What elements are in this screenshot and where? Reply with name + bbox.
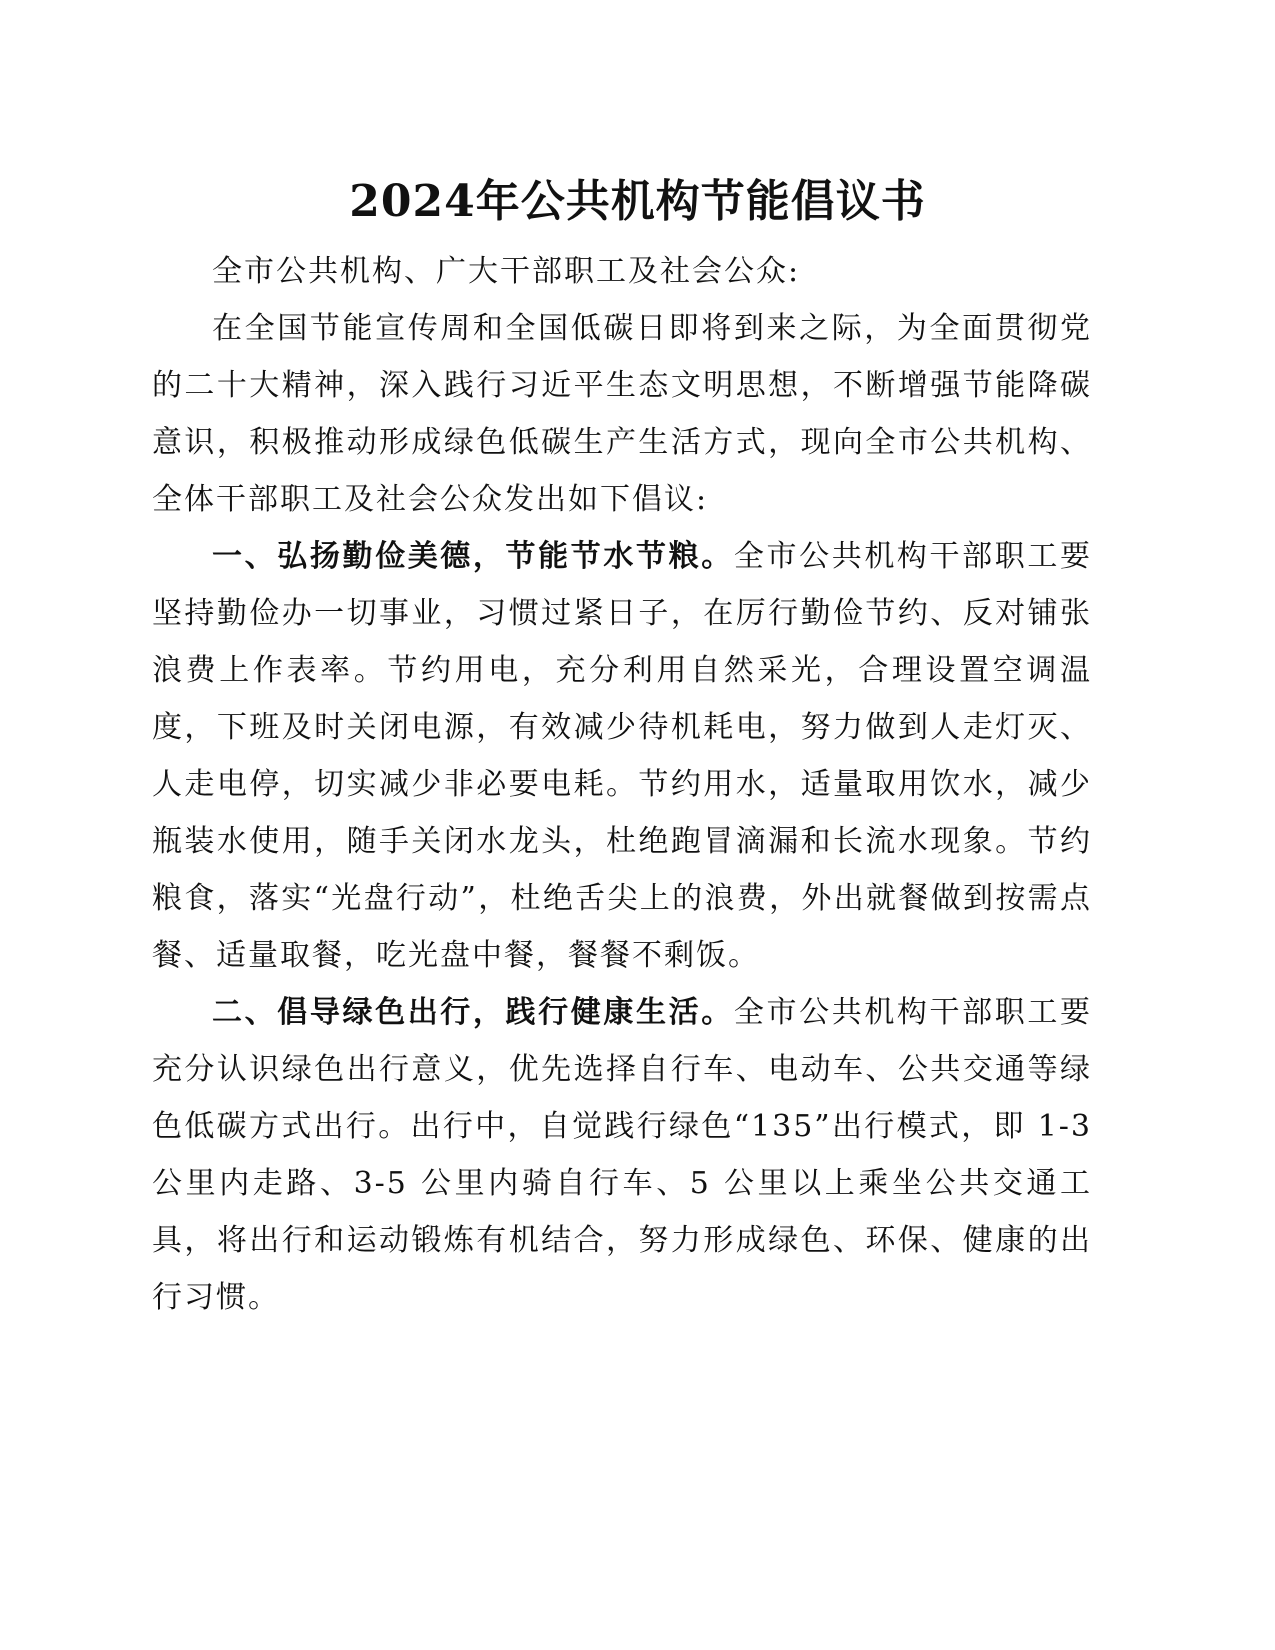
intro-paragraph: 在全国节能宣传周和全国低碳日即将到来之际，为全面贯彻党的二十大精神，深入践行习近平生态文明思想，不断增强节能降碳意识，积极推动形成绿色低碳生产生活方式，现向全市公共机构、全体干部职工及社会公众发出如下倡议: xyxy=(152,311,1092,517)
section-heading-1: 一、弘扬勤俭美德，节能节水节粮。 xyxy=(212,539,734,574)
section-text-2: 全市公共机构干部职工要充分认识绿色出行意义，优先选择自行车、电动车、公共交通等绿色低碳方式出行。出行中，自觉践行绿色“135”出行模式，即 1-3 公里内走路、3-5 公里内骑自行车、5 公里以上乘坐公共交通工具，将出行和运动锻炼有机结合，努力形成绿色、环保、健康的出行习惯。 xyxy=(152,995,1093,1315)
section-paragraph-1 xyxy=(152,528,1092,984)
salutation: 全市公共机构、广大干部职工及社会公众: xyxy=(212,254,801,289)
document-title: 2024年公共机构节能倡议书 xyxy=(349,176,926,227)
section-paragraph-2 xyxy=(152,984,1092,1326)
section-text-1: 全市公共机构干部职工要坚持勤俭办一切事业，习惯过紧日子，在厉行勤俭节约、反对铺张浪费上作表率。节约用电，充分利用自然采光，合理设置空调温度，下班及时关闭电源，有效减少待机耗电，努力做到人走灯灭、人走电停，切实减少非必要电耗。节约用水，适量取用饮水，减少瓶装水使用，随手关闭水龙头，杜绝跑冒滴漏和长流水现象。节约粮食，落实“光盘行动”，杜绝舌尖上的浪费，外出就餐做到按需点餐、适量取餐，吃光盘中餐，餐餐不剩饭。 xyxy=(152,539,1093,973)
section-heading-2: 二、倡导绿色出行，践行健康生活。 xyxy=(212,995,734,1030)
document-body xyxy=(152,243,1092,1326)
